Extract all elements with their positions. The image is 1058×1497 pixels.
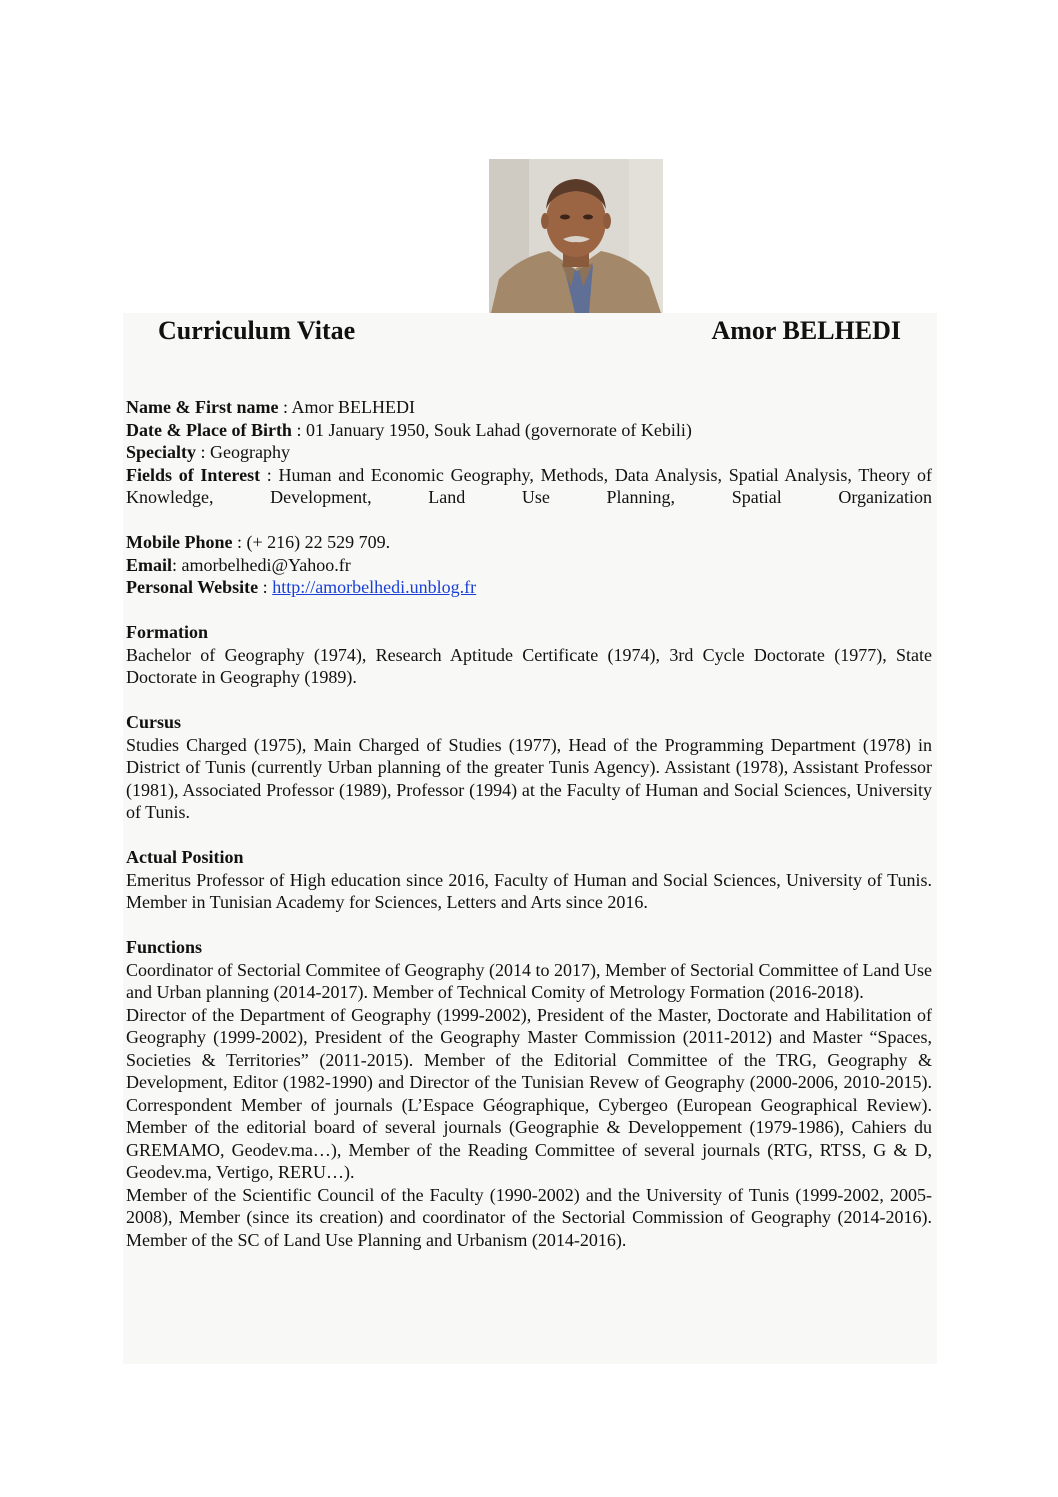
functions-heading: Functions [126, 937, 203, 957]
website-line [126, 576, 932, 599]
position-heading: Actual Position [126, 847, 244, 867]
birth-value: : 01 January 1950, Souk Lahad (governorate of Kebili) [291, 419, 692, 440]
birth-label: Date & Place of Birth [126, 419, 292, 440]
phone-line [126, 531, 932, 554]
position-text: Emeritus Professor of High education since 2016, Faculty of Human and Social Sciences, University of Tunis. Member in Tunisian Academy for Sciences, Letters and Arts since 2016. [126, 869, 932, 912]
email-line [126, 554, 932, 577]
cursus-text: Studies Charged (1975), Main Charged of Studies (1977), Head of the Programming Department (1978) in District of Tunis (currently Urban planning of the greater Tunis Agency). Assistant (1978), Assistant Professor (1981), Associated Professor (1989), Professor (1994) at the Faculty of Human and Social Sciences, University of Tunis. [126, 734, 932, 822]
birth-line [126, 419, 932, 442]
specialty-label: Specialty [126, 442, 196, 462]
name-value: : Amor BELHEDI [278, 397, 415, 417]
document-title: Curriculum Vitae [158, 316, 356, 345]
specialty-line [126, 441, 932, 464]
website-link[interactable]: http://amorbelhedi.unblog.fr [272, 577, 477, 597]
portrait-photo [489, 159, 663, 313]
spacer [126, 689, 932, 712]
specialty-value: : Geography [196, 442, 290, 462]
functions-paragraph: Director of the Department of Geography (1999-2002), President of the Master, Doctorate and Habilitation of Geography (1999-2002), President of the Geography Master Commission (2011-2012) and Master “Spaces, Societies & Territories” (2011-2015). Member of the Editorial Committee of the TRG, Geography & Development, Editor (1982-1990) and Director of the Tunisian Revew of Geography (2000-2006, 2010-2015). Correspondent Member of journals (L’Espace Géographique, Cybergeo (European Geographical Review). Member of the editorial board of several journals (Geographie & Developpement (1979-1986), Cahiers du GREMAMO, Geodev.ma…), Member of the Reading Committee of several journals (RTG, RTSS, G & D, Geodev.ma, Vertigo, RERU…). [126, 1004, 932, 1182]
email-label: Email [126, 554, 173, 575]
cursus-heading: Cursus [126, 712, 182, 732]
spacer [126, 599, 932, 622]
interest-value: : Human and Economic Geography, Methods, Data Analysis, Spatial Analysis, Theory of Knowledge, Development, Land Use Planning, Spatial Organization [126, 464, 932, 507]
formation-text: Bachelor of Geography (1974), Research Aptitude Certificate (1974), 3rd Cycle Doctorate (1977), State Doctorate in Geography (1989). [126, 644, 932, 687]
spacer [126, 914, 932, 937]
person-name-heading: Amor BELHEDI [711, 316, 901, 345]
portrait-illustration [489, 159, 663, 313]
name-line [126, 396, 932, 419]
spacer [126, 509, 932, 532]
spacer [126, 824, 932, 847]
phone-value: : (+ 216) 22 529 709. [232, 532, 391, 552]
name-label: Name & First name [126, 397, 279, 417]
website-label: Personal Website [126, 577, 259, 597]
phone-label: Mobile Phone [126, 532, 233, 552]
interest-label: Fields of Interest [126, 464, 261, 485]
interest-line [126, 464, 932, 509]
functions-paragraph: Coordinator of Sectorial Commitee of Geography (2014 to 2017), Member of Sectorial Committee of Land Use and Urban planning (2014-2017). Member of Technical Comity of Metrology Formation (2016-2018). [126, 959, 932, 1002]
formation-heading: Formation [126, 622, 208, 642]
functions-paragraph: Member of the Scientific Council of the Faculty (1990-2002) and the University of Tunis (1999-2002, 2005-2008), Member (since its creation) and coordinator of the Sectorial Commission of Geography (2014-2016). Member of the SC of Land Use Planning and Urbanism (2014-2016). [126, 1184, 932, 1250]
cv-body [126, 396, 932, 1251]
website-separator: : [258, 577, 273, 597]
email-value: : amorbelhedi@Yahoo.fr [172, 554, 351, 575]
